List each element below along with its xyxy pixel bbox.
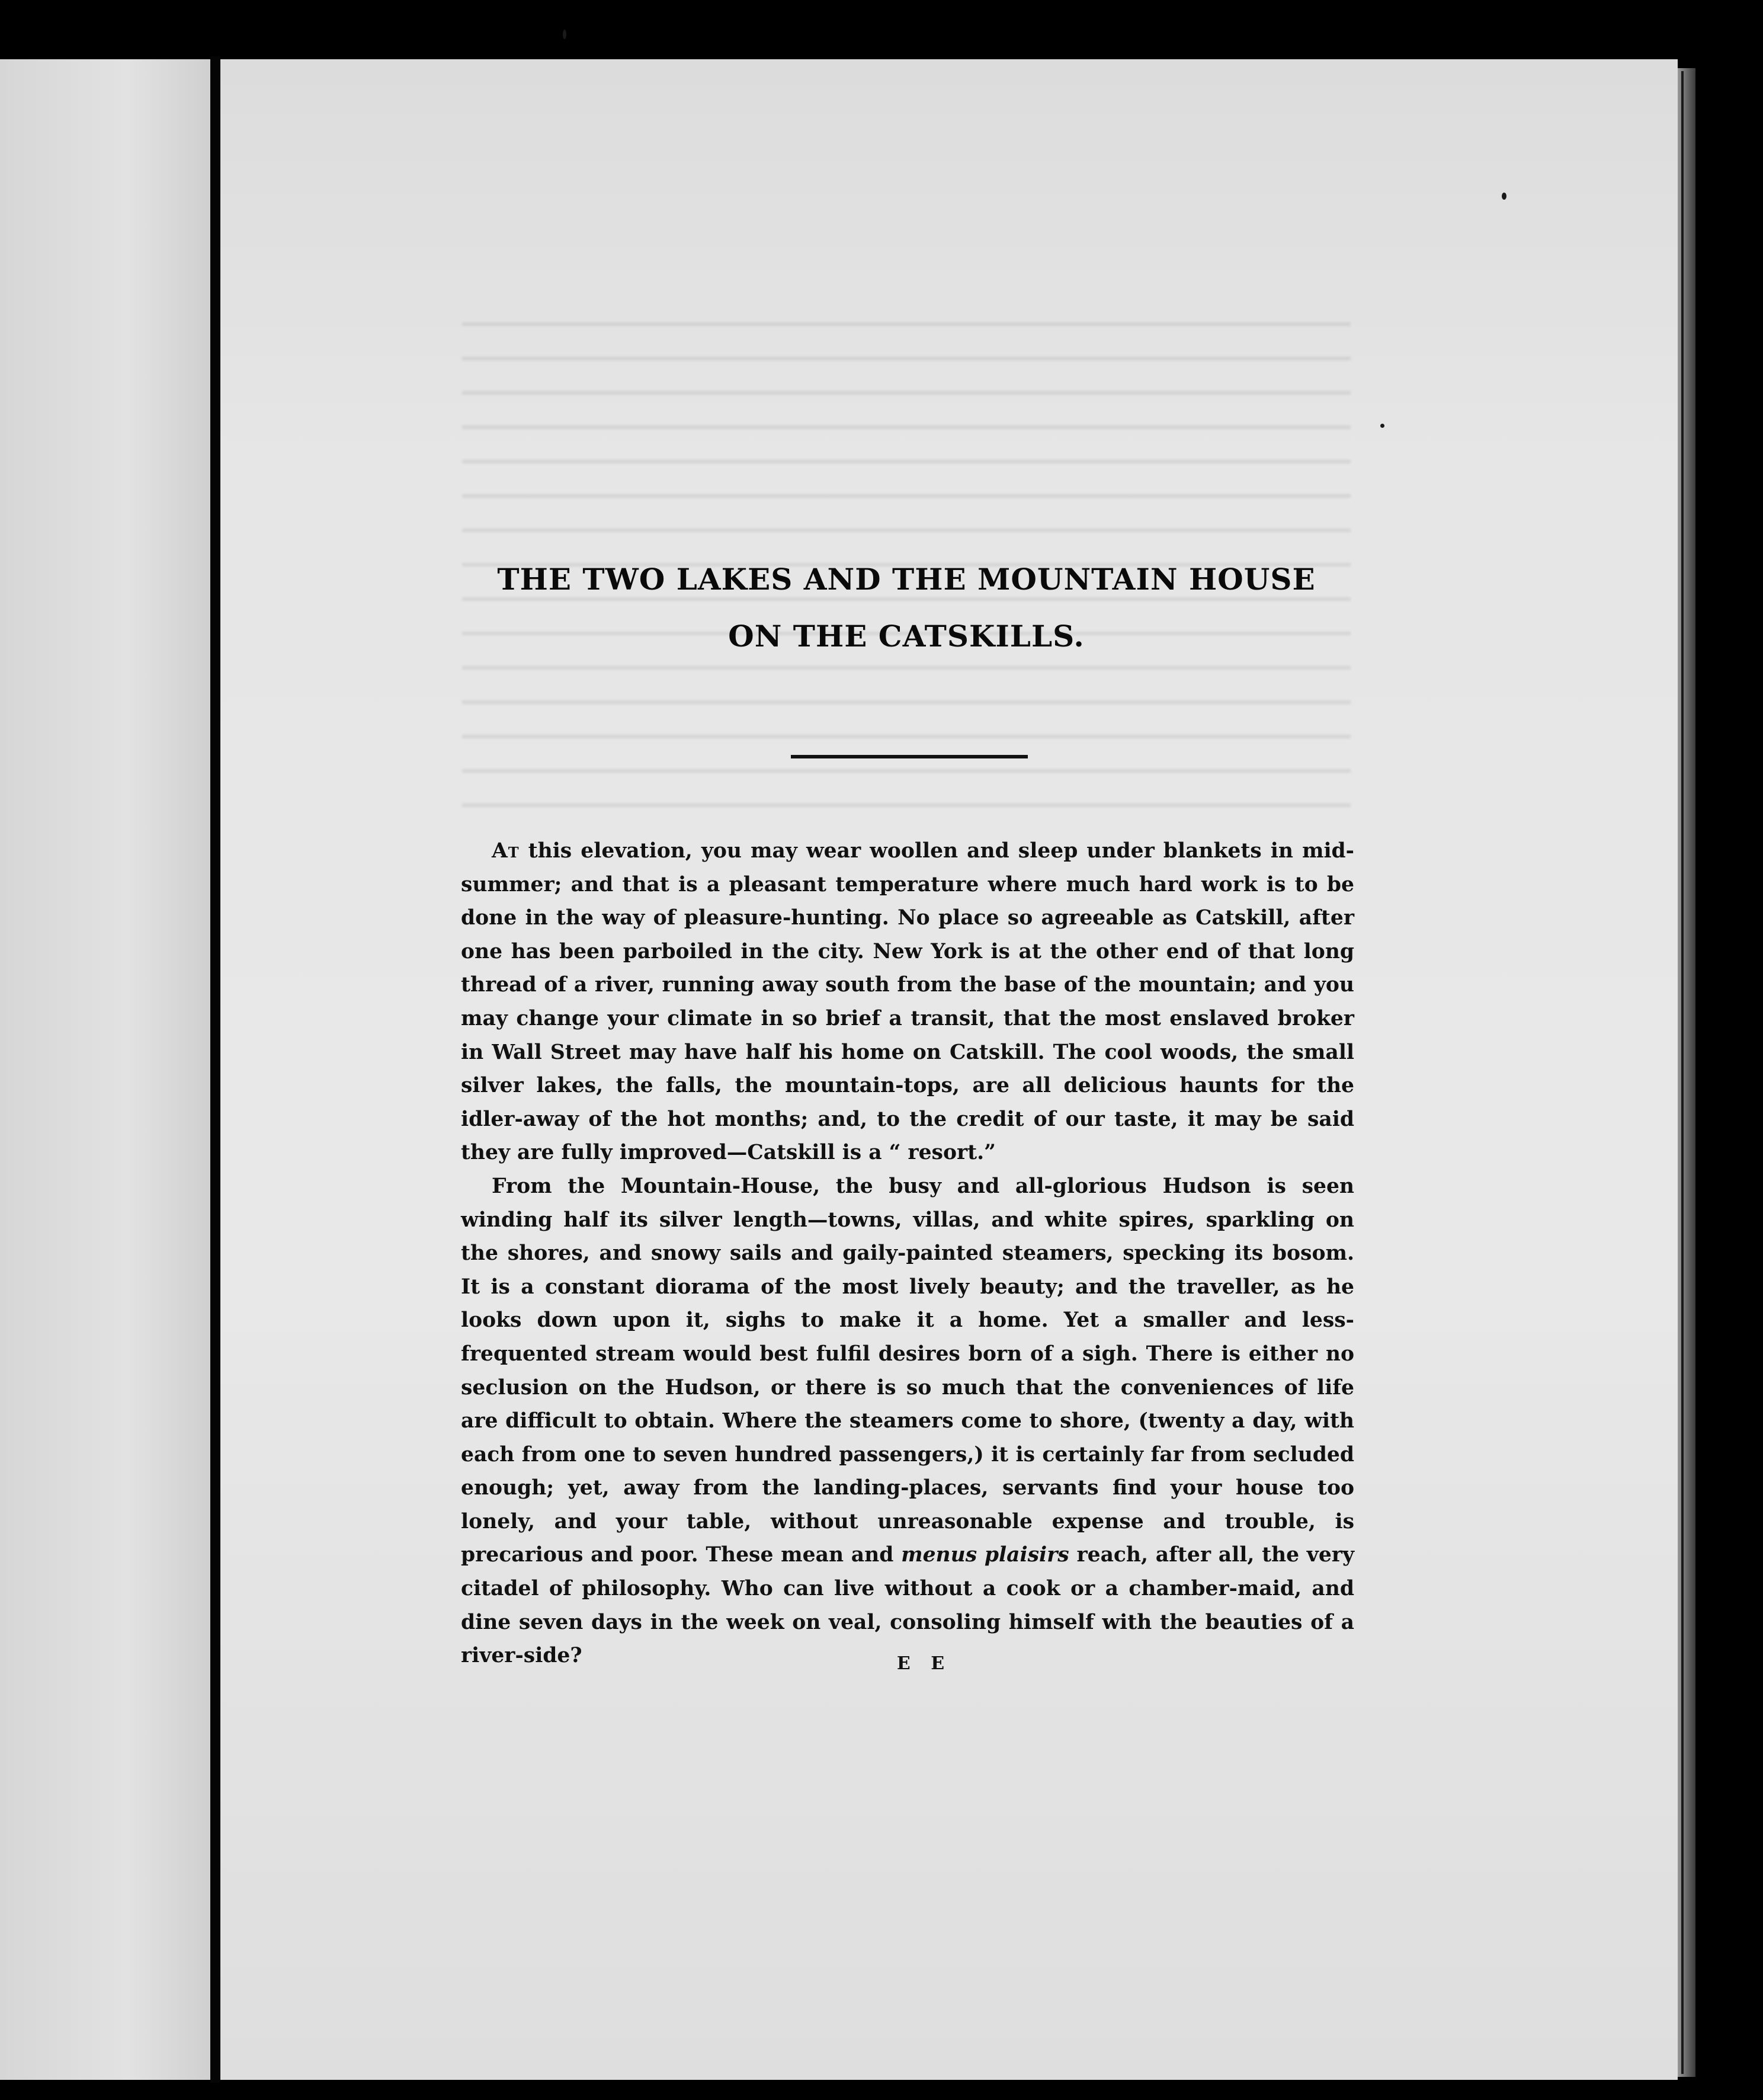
left-page-fragment [0, 59, 213, 2080]
paragraph-1 [461, 834, 1354, 1170]
paragraph-2 [461, 1170, 1354, 1673]
drop-lead-word: At [492, 839, 520, 863]
paragraph-2-text-a: From the Mountain-House, the busy and all-glorious Hudson is seen winding half its silver length—towns, villas, and white spires, sparkling on the shores, and snowy sails and gaily-painted steamers, specking its bosom. It is a constant diorama of the most lively beauty; and the traveller, as he looks down upon it, sighs to make it a home. Yet a smaller and less-frequented stream would best fulfil desires born of a sigh. There is either no seclusion on the Hudson, or there is so much that the conveniences of life are difficult to obtain. Where the steamers come to shore, (twenty a day, with each from one to seven hundred passengers,) it is certainly far from secluded enough; yet, away from the landing-places, servants find your house too lonely, and your table, without unreasonable expense and trouble, is precarious and poor. These mean and [461, 1174, 1354, 1567]
chapter-title-line-1: THE TWO LAKES AND THE MOUNTAIN HOUSE [497, 562, 1316, 597]
speck [1380, 424, 1384, 428]
page-edge-shadow [1678, 68, 1695, 2077]
paragraph-2-text-b: reach, after all, the very citadel of philosophy. Who can live without a cook or a chamber-maid, and dine seven days in the week on veal, consoling himself with the beauties of a river-side? [461, 1543, 1354, 1668]
speck [1502, 193, 1506, 200]
title-rule [791, 755, 1028, 758]
speck [563, 30, 566, 39]
body-text [461, 834, 1354, 1673]
chapter-title-line-2: ON THE CATSKILLS. [728, 619, 1085, 654]
page-edge-line [1681, 71, 1684, 2074]
paragraph-1-text: this elevation, you may wear woollen and sleep under blankets in mid-summer; and that is a pleasant temperature where much hard work is to be done in the way of pleasure-hunting. No place so agreeable as Catskill, after one has been parboiled in the city. New York is at the other end of that long thread of a river, running away south from the base of the mountain; and you may change your climate in so brief a transit, that the most enslaved broker in Wall Street may have half his home on Catskill. The cool woods, the small silver lakes, the falls, the mountain-tops, are all delicious haunts for the idler-away of the hot months; and, to the credit of our taste, it may be said they are fully improved—Catskill is a “ resort.” [461, 839, 1354, 1165]
paragraph-2-italic: menus plaisirs [901, 1543, 1069, 1567]
book-gutter [210, 56, 220, 2083]
signature-mark: E E [896, 1653, 952, 1674]
chapter-title [450, 551, 1363, 665]
